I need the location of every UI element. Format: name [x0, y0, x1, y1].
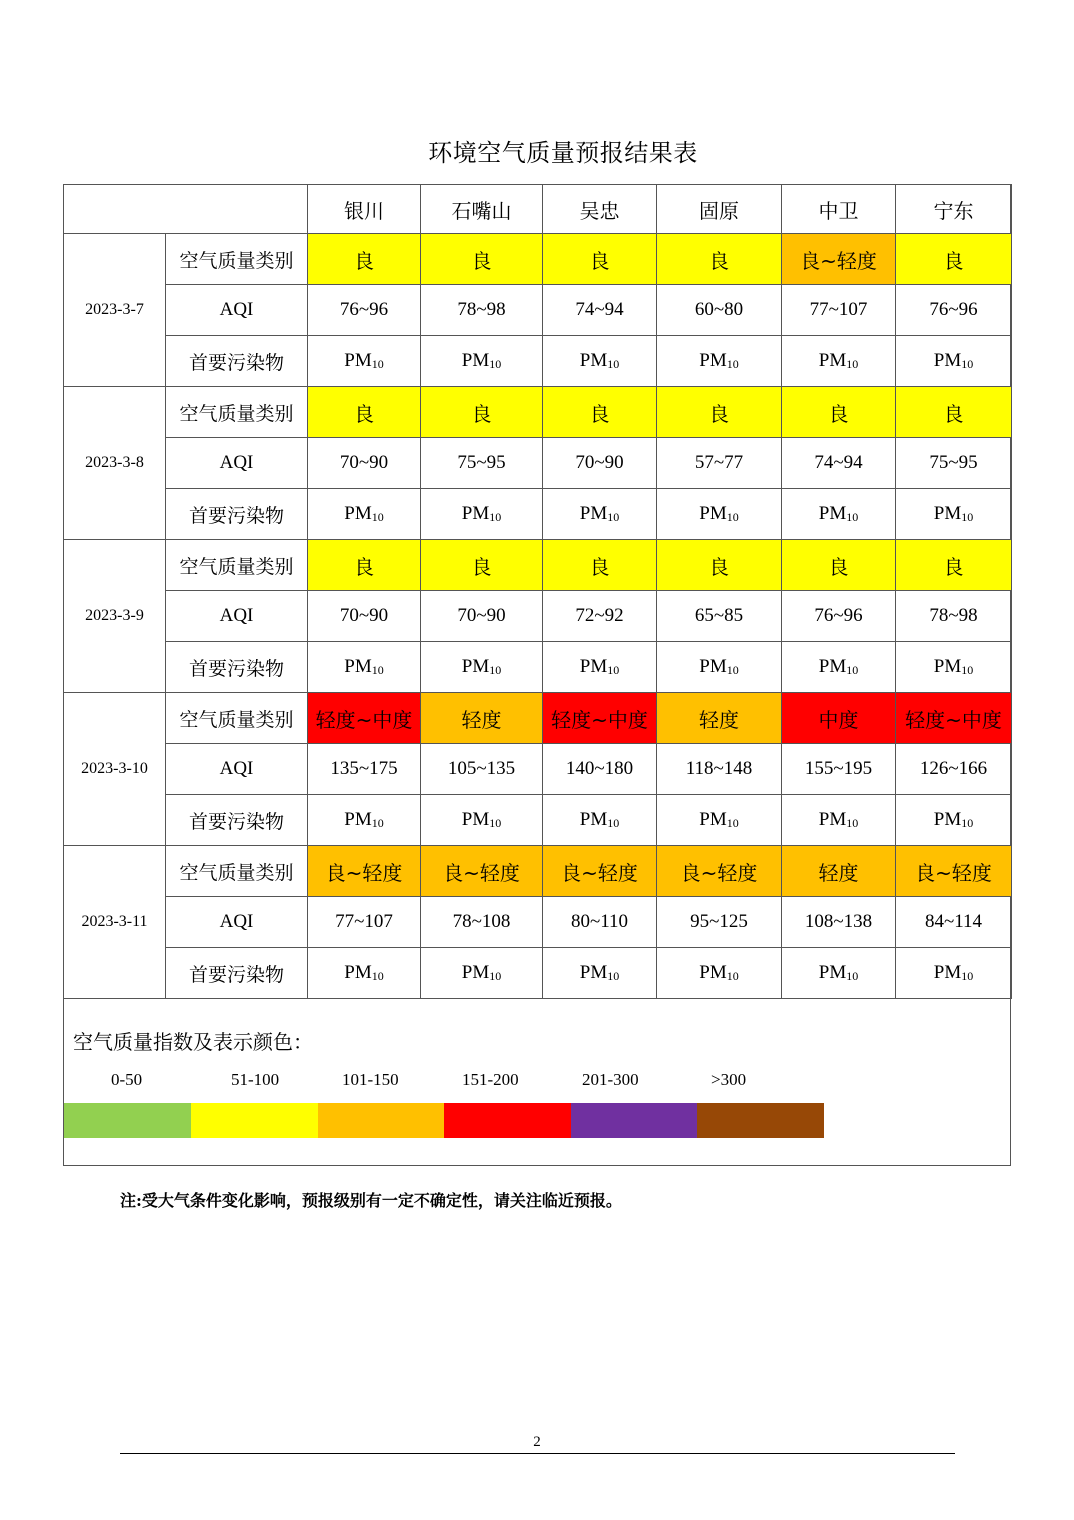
legend-range-label: 101-150 — [342, 1070, 399, 1089]
aqi-cell: 135~175 — [308, 744, 421, 795]
primary-pollutant-cell — [782, 948, 896, 999]
primary-pollutant-cell — [421, 948, 543, 999]
row-label-category: 空气质量类别 — [166, 846, 308, 897]
primary-pollutant-cell — [543, 336, 657, 387]
pollutant-name: PM — [579, 962, 608, 983]
aqi-cell: 84~114 — [896, 897, 1012, 948]
air-quality-category-cell: 良 — [657, 234, 782, 285]
table-row — [64, 642, 1012, 693]
primary-pollutant-cell — [543, 642, 657, 693]
page-title: 环境空气质量预报结果表 — [428, 139, 698, 167]
aqi-cell: 75~95 — [896, 438, 1012, 489]
city-header: 石嘴山 — [421, 185, 543, 234]
pollutant-subscript: 10 — [726, 816, 739, 830]
aqi-cell: 70~90 — [421, 591, 543, 642]
pollutant-subscript: 10 — [489, 969, 502, 983]
pollutant-name: PM — [344, 809, 372, 830]
aqi-cell: 72~92 — [543, 591, 657, 642]
primary-pollutant-cell — [543, 948, 657, 999]
pollutant-subscript: 10 — [371, 816, 384, 830]
aqi-cell: 105~135 — [421, 744, 543, 795]
aqi-cell: 108~138 — [782, 897, 896, 948]
row-label-pollutant: 首要污染物 — [166, 948, 308, 999]
pollutant-name: PM — [579, 656, 608, 677]
row-label-category: 空气质量类别 — [166, 234, 308, 285]
pollutant-subscript: 10 — [607, 357, 620, 371]
table-row — [64, 897, 1012, 948]
pollutant-name: PM — [699, 809, 727, 830]
aqi-cell: 70~90 — [543, 438, 657, 489]
page-number: 2 — [533, 1434, 541, 1450]
row-label-aqi: AQI — [166, 897, 308, 948]
aqi-cell: 70~90 — [308, 438, 421, 489]
forecast-date: 2023-3-7 — [64, 234, 166, 387]
pollutant-subscript: 10 — [489, 510, 502, 524]
air-quality-category-cell: 中度 — [782, 693, 896, 744]
forecast-date: 2023-3-11 — [64, 846, 166, 999]
air-quality-category-cell: 良 — [782, 387, 896, 438]
table-row — [64, 234, 1012, 285]
table-row — [64, 744, 1012, 795]
city-header: 银川 — [308, 185, 421, 234]
air-quality-category-cell: 良 — [543, 234, 657, 285]
air-quality-category-cell: 良~轻度 — [782, 234, 896, 285]
air-quality-category-cell: 良 — [308, 540, 421, 591]
row-label-pollutant: 首要污染物 — [166, 489, 308, 540]
aqi-cell: 78~108 — [421, 897, 543, 948]
aqi-cell: 77~107 — [782, 285, 896, 336]
primary-pollutant-cell — [896, 948, 1012, 999]
row-label-category: 空气质量类别 — [166, 387, 308, 438]
table-row — [64, 438, 1012, 489]
primary-pollutant-cell — [657, 948, 782, 999]
air-quality-category-cell: 轻度 — [421, 693, 543, 744]
pollutant-subscript: 10 — [961, 816, 974, 830]
primary-pollutant-cell — [782, 336, 896, 387]
row-label-aqi: AQI — [166, 591, 308, 642]
aqi-cell: 57~77 — [657, 438, 782, 489]
air-quality-category-cell: 轻度~中度 — [896, 693, 1012, 744]
pollutant-subscript: 10 — [371, 969, 384, 983]
pollutant-name: PM — [461, 809, 490, 830]
header-corner — [64, 185, 308, 234]
air-quality-category-cell: 轻度~中度 — [308, 693, 421, 744]
pollutant-subscript: 10 — [726, 510, 739, 524]
air-quality-category-cell: 轻度 — [782, 846, 896, 897]
primary-pollutant-cell — [896, 642, 1012, 693]
table-row — [64, 540, 1012, 591]
city-header: 宁东 — [896, 185, 1012, 234]
primary-pollutant-cell — [308, 642, 421, 693]
air-quality-category-cell: 良~轻度 — [657, 846, 782, 897]
legend-color-swatch — [318, 1103, 445, 1138]
aqi-cell: 118~148 — [657, 744, 782, 795]
aqi-cell: 74~94 — [543, 285, 657, 336]
pollutant-name: PM — [818, 503, 847, 524]
forecast-note: 注:受大气条件变化影响，预报级别有一定不确定性，请关注临近预报。 — [120, 1191, 622, 1210]
aqi-cell: 65~85 — [657, 591, 782, 642]
primary-pollutant-cell — [308, 948, 421, 999]
row-label-category: 空气质量类别 — [166, 693, 308, 744]
air-quality-category-cell: 良~轻度 — [896, 846, 1012, 897]
header-row — [64, 185, 1012, 234]
pollutant-name: PM — [933, 962, 962, 983]
pollutant-name: PM — [818, 656, 847, 677]
aqi-cell: 77~107 — [308, 897, 421, 948]
pollutant-name: PM — [461, 350, 490, 371]
row-label-category: 空气质量类别 — [166, 540, 308, 591]
pollutant-subscript: 10 — [846, 663, 859, 677]
pollutant-name: PM — [699, 350, 727, 371]
primary-pollutant-cell — [657, 336, 782, 387]
air-quality-category-cell: 轻度~中度 — [543, 693, 657, 744]
primary-pollutant-cell — [657, 489, 782, 540]
aqi-cell: 76~96 — [782, 591, 896, 642]
legend-color-swatch — [444, 1103, 571, 1138]
pollutant-name: PM — [818, 962, 847, 983]
pollutant-name: PM — [579, 350, 608, 371]
table-row — [64, 693, 1012, 744]
aqi-cell: 155~195 — [782, 744, 896, 795]
aqi-cell: 76~96 — [896, 285, 1012, 336]
primary-pollutant-cell — [782, 642, 896, 693]
legend-range-label: 51-100 — [231, 1070, 280, 1089]
row-label-pollutant: 首要污染物 — [166, 795, 308, 846]
pollutant-subscript: 10 — [846, 969, 859, 983]
air-quality-category-cell: 良~轻度 — [421, 846, 543, 897]
pollutant-name: PM — [461, 962, 490, 983]
pollutant-subscript: 10 — [846, 510, 859, 524]
pollutant-subscript: 10 — [726, 357, 739, 371]
air-quality-category-cell: 良 — [308, 387, 421, 438]
pollutant-name: PM — [579, 503, 608, 524]
pollutant-subscript: 10 — [961, 510, 974, 524]
table-row — [64, 387, 1012, 438]
pollutant-name: PM — [699, 656, 727, 677]
primary-pollutant-cell — [657, 795, 782, 846]
city-header: 中卫 — [782, 185, 896, 234]
pollutant-name: PM — [933, 809, 962, 830]
primary-pollutant-cell — [543, 795, 657, 846]
aqi-cell: 78~98 — [421, 285, 543, 336]
city-header: 吴忠 — [543, 185, 657, 234]
pollutant-name: PM — [461, 503, 490, 524]
pollutant-subscript: 10 — [607, 663, 620, 677]
row-label-aqi: AQI — [166, 285, 308, 336]
aqi-cell: 126~166 — [896, 744, 1012, 795]
pollutant-name: PM — [699, 962, 727, 983]
table-row — [64, 285, 1012, 336]
pollutant-subscript: 10 — [607, 816, 620, 830]
pollutant-name: PM — [818, 350, 847, 371]
air-quality-category-cell: 良 — [896, 234, 1012, 285]
pollutant-subscript: 10 — [961, 969, 974, 983]
pollutant-subscript: 10 — [371, 663, 384, 677]
pollutant-subscript: 10 — [489, 663, 502, 677]
pollutant-name: PM — [344, 350, 372, 371]
air-quality-category-cell: 良 — [896, 540, 1012, 591]
aqi-cell: 70~90 — [308, 591, 421, 642]
air-quality-category-cell: 良 — [657, 540, 782, 591]
aqi-cell: 95~125 — [657, 897, 782, 948]
table-row — [64, 489, 1012, 540]
city-header: 固原 — [657, 185, 782, 234]
pollutant-name: PM — [579, 809, 608, 830]
pollutant-subscript: 10 — [726, 969, 739, 983]
air-quality-category-cell: 良~轻度 — [308, 846, 421, 897]
table-row — [64, 948, 1012, 999]
legend-color-swatch — [571, 1103, 698, 1138]
table-row — [64, 591, 1012, 642]
air-quality-category-cell: 良 — [657, 387, 782, 438]
pollutant-subscript: 10 — [371, 357, 384, 371]
footer-rule — [120, 1453, 955, 1454]
legend-title: 空气质量指数及表示颜色： — [73, 1030, 313, 1054]
pollutant-name: PM — [344, 656, 372, 677]
primary-pollutant-cell — [421, 489, 543, 540]
pollutant-name: PM — [818, 809, 847, 830]
air-quality-category-cell: 轻度 — [657, 693, 782, 744]
air-quality-category-cell: 良~轻度 — [543, 846, 657, 897]
air-quality-category-cell: 良 — [896, 387, 1012, 438]
table-row — [64, 336, 1012, 387]
aqi-cell: 76~96 — [308, 285, 421, 336]
air-quality-category-cell: 良 — [421, 540, 543, 591]
primary-pollutant-cell — [896, 795, 1012, 846]
primary-pollutant-cell — [657, 642, 782, 693]
pollutant-subscript: 10 — [726, 663, 739, 677]
primary-pollutant-cell — [308, 795, 421, 846]
pollutant-subscript: 10 — [489, 357, 502, 371]
pollutant-subscript: 10 — [489, 816, 502, 830]
primary-pollutant-cell — [543, 489, 657, 540]
primary-pollutant-cell — [782, 489, 896, 540]
primary-pollutant-cell — [896, 336, 1012, 387]
pollutant-name: PM — [933, 656, 962, 677]
forecast-date: 2023-3-10 — [64, 693, 166, 846]
forecast-date: 2023-3-8 — [64, 387, 166, 540]
legend-color-swatch — [64, 1103, 191, 1138]
primary-pollutant-cell — [308, 336, 421, 387]
pollutant-subscript: 10 — [607, 510, 620, 524]
pollutant-name: PM — [933, 503, 962, 524]
primary-pollutant-cell — [896, 489, 1012, 540]
legend-range-label: 151-200 — [462, 1070, 519, 1089]
forecast-table — [63, 184, 1012, 999]
air-quality-category-cell: 良 — [543, 540, 657, 591]
primary-pollutant-cell — [421, 795, 543, 846]
aqi-cell: 74~94 — [782, 438, 896, 489]
pollutant-subscript: 10 — [961, 663, 974, 677]
legend-color-swatch — [191, 1103, 318, 1138]
row-label-aqi: AQI — [166, 744, 308, 795]
aqi-cell: 60~80 — [657, 285, 782, 336]
table-row — [64, 846, 1012, 897]
air-quality-category-cell: 良 — [308, 234, 421, 285]
forecast-date: 2023-3-9 — [64, 540, 166, 693]
aqi-cell: 140~180 — [543, 744, 657, 795]
primary-pollutant-cell — [421, 642, 543, 693]
legend-color-swatch — [697, 1103, 824, 1138]
air-quality-category-cell: 良 — [543, 387, 657, 438]
table-row — [64, 795, 1012, 846]
aqi-cell: 75~95 — [421, 438, 543, 489]
air-quality-category-cell: 良 — [421, 234, 543, 285]
legend-range-label: 201-300 — [582, 1070, 639, 1089]
legend-range-label: 0-50 — [111, 1070, 143, 1089]
pollutant-name: PM — [344, 962, 372, 983]
pollutant-subscript: 10 — [607, 969, 620, 983]
primary-pollutant-cell — [421, 336, 543, 387]
pollutant-name: PM — [344, 503, 372, 524]
pollutant-subscript: 10 — [846, 357, 859, 371]
aqi-cell: 80~110 — [543, 897, 657, 948]
legend-range-label: >300 — [711, 1070, 747, 1089]
air-quality-category-cell: 良 — [782, 540, 896, 591]
primary-pollutant-cell — [782, 795, 896, 846]
row-label-aqi: AQI — [166, 438, 308, 489]
pollutant-subscript: 10 — [961, 357, 974, 371]
pollutant-subscript: 10 — [371, 510, 384, 524]
air-quality-category-cell: 良 — [421, 387, 543, 438]
primary-pollutant-cell — [308, 489, 421, 540]
pollutant-name: PM — [461, 656, 490, 677]
row-label-pollutant: 首要污染物 — [166, 642, 308, 693]
pollutant-name: PM — [933, 350, 962, 371]
row-label-pollutant: 首要污染物 — [166, 336, 308, 387]
pollutant-subscript: 10 — [846, 816, 859, 830]
pollutant-name: PM — [699, 503, 727, 524]
aqi-cell: 78~98 — [896, 591, 1012, 642]
